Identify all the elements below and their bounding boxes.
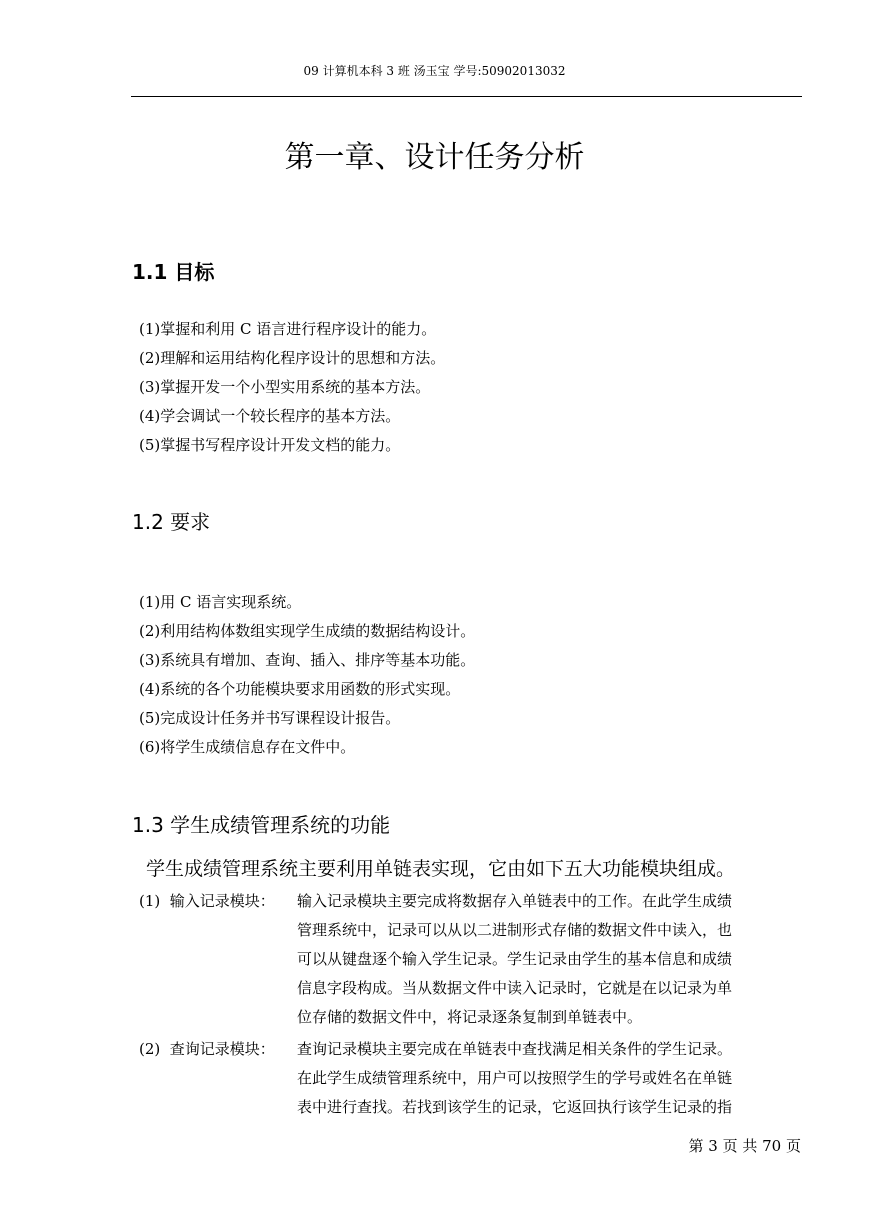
- list-item: (3)系统具有增加、查询、插入、排序等基本功能。: [139, 651, 476, 669]
- text-line: 位存储的数据文件中，将记录逐条复制到单链表中。: [297, 1008, 643, 1026]
- section-heading-goals: 1.1 目标: [132, 260, 215, 284]
- list-item: (1)用 C 语言实现系统。: [139, 593, 302, 611]
- list-item: (2)理解和运用结构化程序设计的思想和方法。: [139, 349, 446, 367]
- list-item: (2)利用结构体数组实现学生成绩的数据结构设计。: [139, 622, 476, 640]
- text-line: 管理系统中，记录可以从以二进制形式存储的数据文件中读入，也: [297, 921, 733, 939]
- list-item: (1)掌握和利用 C 语言进行程序设计的能力。: [139, 320, 437, 338]
- list-item: (4)系统的各个功能模块要求用函数的形式实现。: [139, 680, 461, 698]
- list-item: (6)将学生成绩信息存在文件中。: [139, 738, 356, 756]
- chapter-title: 第一章、设计任务分析: [284, 140, 585, 175]
- module-label: (1) 输入记录模块：: [139, 892, 275, 910]
- list-item: (5)完成设计任务并书写课程设计报告。: [139, 709, 401, 727]
- page-header: 09 计算机本科 3 班 汤玉宝 学号:50902013032: [303, 64, 566, 78]
- text-line: 输入记录模块主要完成将数据存入单链表中的工作。在此学生成绩: [297, 892, 733, 910]
- text-line: 表中进行查找。若找到该学生的记录，它返回执行该学生记录的指: [297, 1098, 733, 1116]
- module-description: [297, 887, 732, 1032]
- module-label: (2) 查询记录模块：: [139, 1040, 275, 1058]
- list-item: (3)掌握开发一个小型实用系统的基本方法。: [139, 378, 431, 396]
- goals-list: [139, 315, 445, 460]
- text-line: 可以从键盘逐个输入学生记录。学生记录由学生的基本信息和成绩: [297, 950, 733, 968]
- list-item: (4)学会调试一个较长程序的基本方法。: [139, 407, 401, 425]
- header-divider: [131, 96, 802, 97]
- section-heading-requirements: 1.2 要求: [132, 510, 211, 534]
- section-heading-functions: 1.3 学生成绩管理系统的功能: [132, 813, 391, 837]
- text-line: 查询记录模块主要完成在单链表中查找满足相关条件的学生记录。: [297, 1040, 733, 1058]
- list-item: (5)掌握书写程序设计开发文档的能力。: [139, 436, 401, 454]
- requirements-list: [139, 588, 475, 762]
- text-line: 信息字段构成。当从数据文件中读入记录时，它就是在以记录为单: [297, 979, 733, 997]
- module-description: [297, 1035, 732, 1122]
- text-line: 在此学生成绩管理系统中，用户可以按照学生的学号或姓名在单链: [297, 1069, 733, 1087]
- functions-intro: 学生成绩管理系统主要利用单链表实现，它由如下五大功能模块组成。: [146, 858, 736, 880]
- page-number: 第 3 页 共 70 页: [688, 1137, 801, 1155]
